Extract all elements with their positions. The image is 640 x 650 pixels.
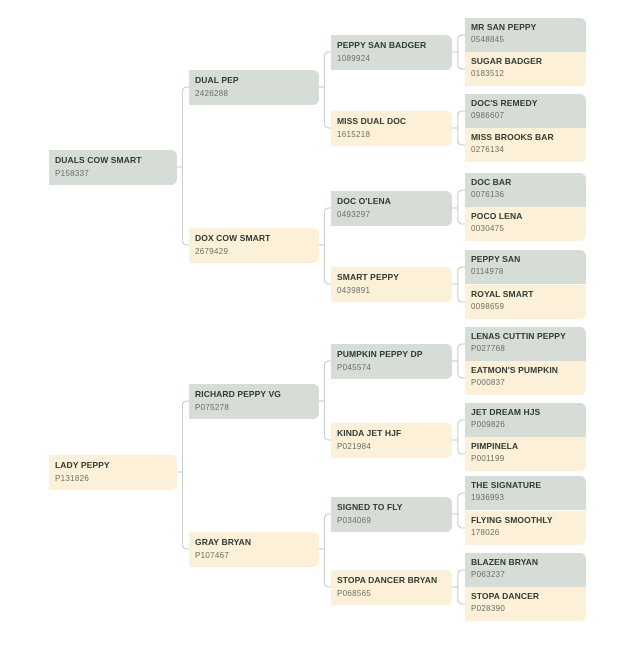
registration-number: 0276134 [471, 145, 505, 154]
horse-name: GRAY BRYAN [195, 536, 252, 547]
horse-card-duals-cow-smart [49, 150, 177, 185]
registration-number: P021984 [337, 441, 372, 451]
horse-name: SIGNED TO FLY [337, 501, 403, 512]
horse-name: MR SAN PEPPY [471, 22, 537, 32]
connector-gen3 [452, 267, 465, 302]
horse-name: PUMPKIN PEPPY DP [337, 348, 423, 359]
registration-number: P075278 [195, 402, 230, 412]
connector-gen2 [319, 208, 331, 284]
horse-name: STOPA DANCER BRYAN [337, 574, 438, 585]
horse-card-miss-dual-doc [331, 111, 452, 146]
connector-gen3 [452, 344, 465, 378]
registration-number: 0986607 [471, 111, 505, 120]
horse-card-gray-bryan [189, 532, 319, 567]
horse-name: DUAL PEP [195, 74, 239, 85]
horse-card-stopa-dancer [465, 587, 586, 621]
horse-name: POCO LENA [471, 211, 523, 221]
connector-gen1 [177, 87, 189, 245]
horse-card-peppy-san [465, 250, 586, 284]
registration-number: P001199 [471, 454, 505, 463]
horse-card-poco-lena [465, 207, 586, 241]
registration-number: 0493297 [337, 209, 371, 219]
horse-card-doc-s-remedy [465, 94, 586, 128]
registration-number: 0548845 [471, 35, 505, 44]
registration-number: P027768 [471, 344, 506, 353]
horse-card-royal-smart [465, 285, 586, 319]
horse-card-pumpkin-peppy-dp [331, 344, 452, 379]
connector-gen2 [319, 52, 331, 128]
horse-card-smart-peppy [331, 267, 452, 302]
registration-number: 178026 [471, 528, 500, 537]
registration-number: 1089924 [337, 53, 371, 63]
horse-name: LENAS CUTTIN PEPPY [471, 331, 566, 341]
horse-card-sugar-badger [465, 52, 586, 86]
registration-number: P063237 [471, 570, 506, 579]
horse-name: STOPA DANCER [471, 591, 540, 601]
horse-card-pimpinela [465, 437, 586, 471]
registration-number: P028390 [471, 604, 506, 613]
connector-gen2 [319, 514, 331, 587]
horse-name: PEPPY SAN BADGER [337, 39, 427, 50]
registration-number: 2426288 [195, 88, 229, 98]
connector-gen3 [452, 111, 465, 145]
connector-gen3 [452, 190, 465, 224]
registration-number: P131826 [55, 473, 90, 483]
horse-name: MISS BROOKS BAR [471, 132, 554, 142]
registration-number: 0183512 [471, 69, 505, 78]
horse-name: EATMON'S PUMPKIN [471, 365, 559, 375]
horse-name: ROYAL SMART [471, 289, 534, 299]
horse-card-jet-dream-hjs [465, 403, 586, 437]
horse-card-stopa-dancer-bryan [331, 570, 452, 605]
horse-name: MISS DUAL DOC [337, 115, 407, 126]
horse-name: SMART PEPPY [337, 271, 400, 282]
horse-card-dox-cow-smart [189, 228, 319, 263]
horse-name: KINDA JET HJF [337, 427, 402, 438]
horse-name: DOC O'LENA [337, 195, 392, 206]
horse-card-signed-to-fly [331, 497, 452, 532]
horse-name: DOC'S REMEDY [471, 98, 538, 108]
horse-card-flying-smoothly [465, 511, 586, 545]
connector-gen2 [319, 361, 331, 440]
horse-name: LADY PEPPY [55, 459, 110, 470]
connector-gen3 [452, 420, 465, 454]
horse-name: SUGAR BADGER [471, 56, 543, 66]
horse-name: DOX COW SMART [195, 232, 271, 243]
horse-name: PIMPINELA [471, 441, 519, 451]
horse-name: PEPPY SAN [471, 254, 521, 264]
horse-name: BLAZEN BRYAN [471, 557, 539, 567]
registration-number: 1615218 [337, 129, 371, 139]
horse-name: THE SIGNATURE [471, 480, 542, 490]
horse-card-doc-o-lena [331, 191, 452, 226]
connector-gen1 [177, 401, 189, 549]
horse-card-lady-peppy [49, 455, 177, 490]
registration-number: 1936993 [471, 493, 505, 502]
horse-card-eatmon-s-pumpkin [465, 361, 586, 395]
registration-number: 2679429 [195, 246, 229, 256]
registration-number: 0030475 [471, 224, 505, 233]
horse-name: JET DREAM HJS [471, 407, 541, 417]
registration-number: P107467 [195, 550, 230, 560]
connector-gen3 [452, 35, 465, 69]
registration-number: P034069 [337, 515, 372, 525]
horse-name: DUALS COW SMART [55, 154, 142, 165]
horse-card-peppy-san-badger [331, 35, 452, 70]
connector-gen3 [452, 570, 465, 604]
registration-number: 0114978 [471, 267, 504, 276]
horse-card-kinda-jet-hjf [331, 423, 452, 458]
horse-card-lenas-cuttin-peppy [465, 327, 586, 361]
horse-name: DOC BAR [471, 177, 512, 187]
horse-card-the-signature [465, 476, 586, 510]
horse-card-dual-pep [189, 70, 319, 105]
horse-card-mr-san-peppy [465, 18, 586, 52]
horse-card-blazen-bryan [465, 553, 586, 587]
horse-name: FLYING SMOOTHLY [471, 515, 553, 525]
horse-card-doc-bar [465, 173, 586, 207]
registration-number: 0076136 [471, 190, 505, 199]
horse-name: RICHARD PEPPY VG [195, 388, 281, 399]
registration-number: P045574 [337, 362, 372, 372]
registration-number: P009826 [471, 420, 506, 429]
connector-gen3 [452, 493, 465, 528]
registration-number: 0098659 [471, 302, 505, 311]
horse-card-richard-peppy-vg [189, 384, 319, 419]
registration-number: P000837 [471, 378, 506, 387]
registration-number: 0439891 [337, 285, 371, 295]
registration-number: P068565 [337, 588, 372, 598]
horse-card-miss-brooks-bar [465, 128, 586, 162]
registration-number: P158337 [55, 168, 90, 178]
